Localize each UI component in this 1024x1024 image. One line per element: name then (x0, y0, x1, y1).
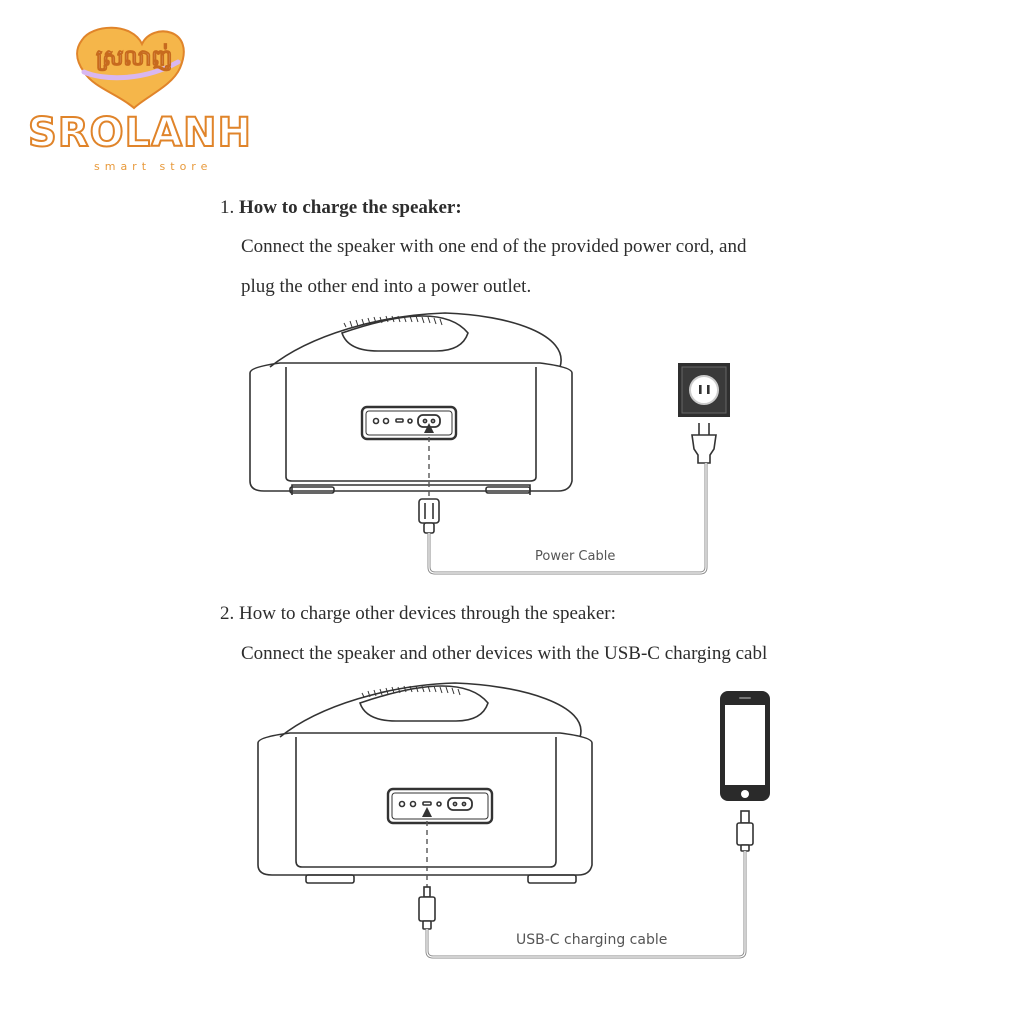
smartphone-icon (720, 691, 770, 801)
wall-plug-icon (692, 423, 716, 463)
section1-number: 1. (220, 197, 235, 218)
section2-number: 2. (220, 603, 235, 624)
wall-outlet-icon (678, 363, 730, 417)
usbc-plug-phone-end-icon (737, 811, 753, 851)
section2-line1: Connect the speaker and other devices with the USB-C charging cabl (241, 643, 768, 664)
section1-title: How to charge the speaker: (239, 197, 462, 218)
section1-heading (220, 197, 462, 219)
usbc-plug-speaker-end-icon (419, 887, 435, 929)
logo-badge-script: ស្រលាញ់ (96, 46, 173, 71)
section1-line1: Connect the speaker with one end of the provided power cord, and (241, 236, 747, 257)
speaker-illustration (250, 313, 572, 495)
power-charging-diagram (240, 305, 760, 580)
section1-line2: plug the other end into a power outlet. (241, 276, 532, 297)
speaker-illustration-2 (258, 683, 592, 883)
logo-tagline: smart store (94, 160, 213, 173)
power-cable-label: Power Cable (535, 549, 616, 564)
power-plug-speaker-end-icon (419, 499, 439, 533)
usbc-charging-diagram (250, 675, 780, 965)
brand-logo (22, 22, 253, 173)
section2-title: How to charge other devices through the speaker: (239, 603, 616, 624)
section2-heading (220, 603, 616, 625)
usbc-cable-label: USB-C charging cable (516, 932, 668, 948)
logo-brand-name: SROLANH (28, 110, 253, 156)
